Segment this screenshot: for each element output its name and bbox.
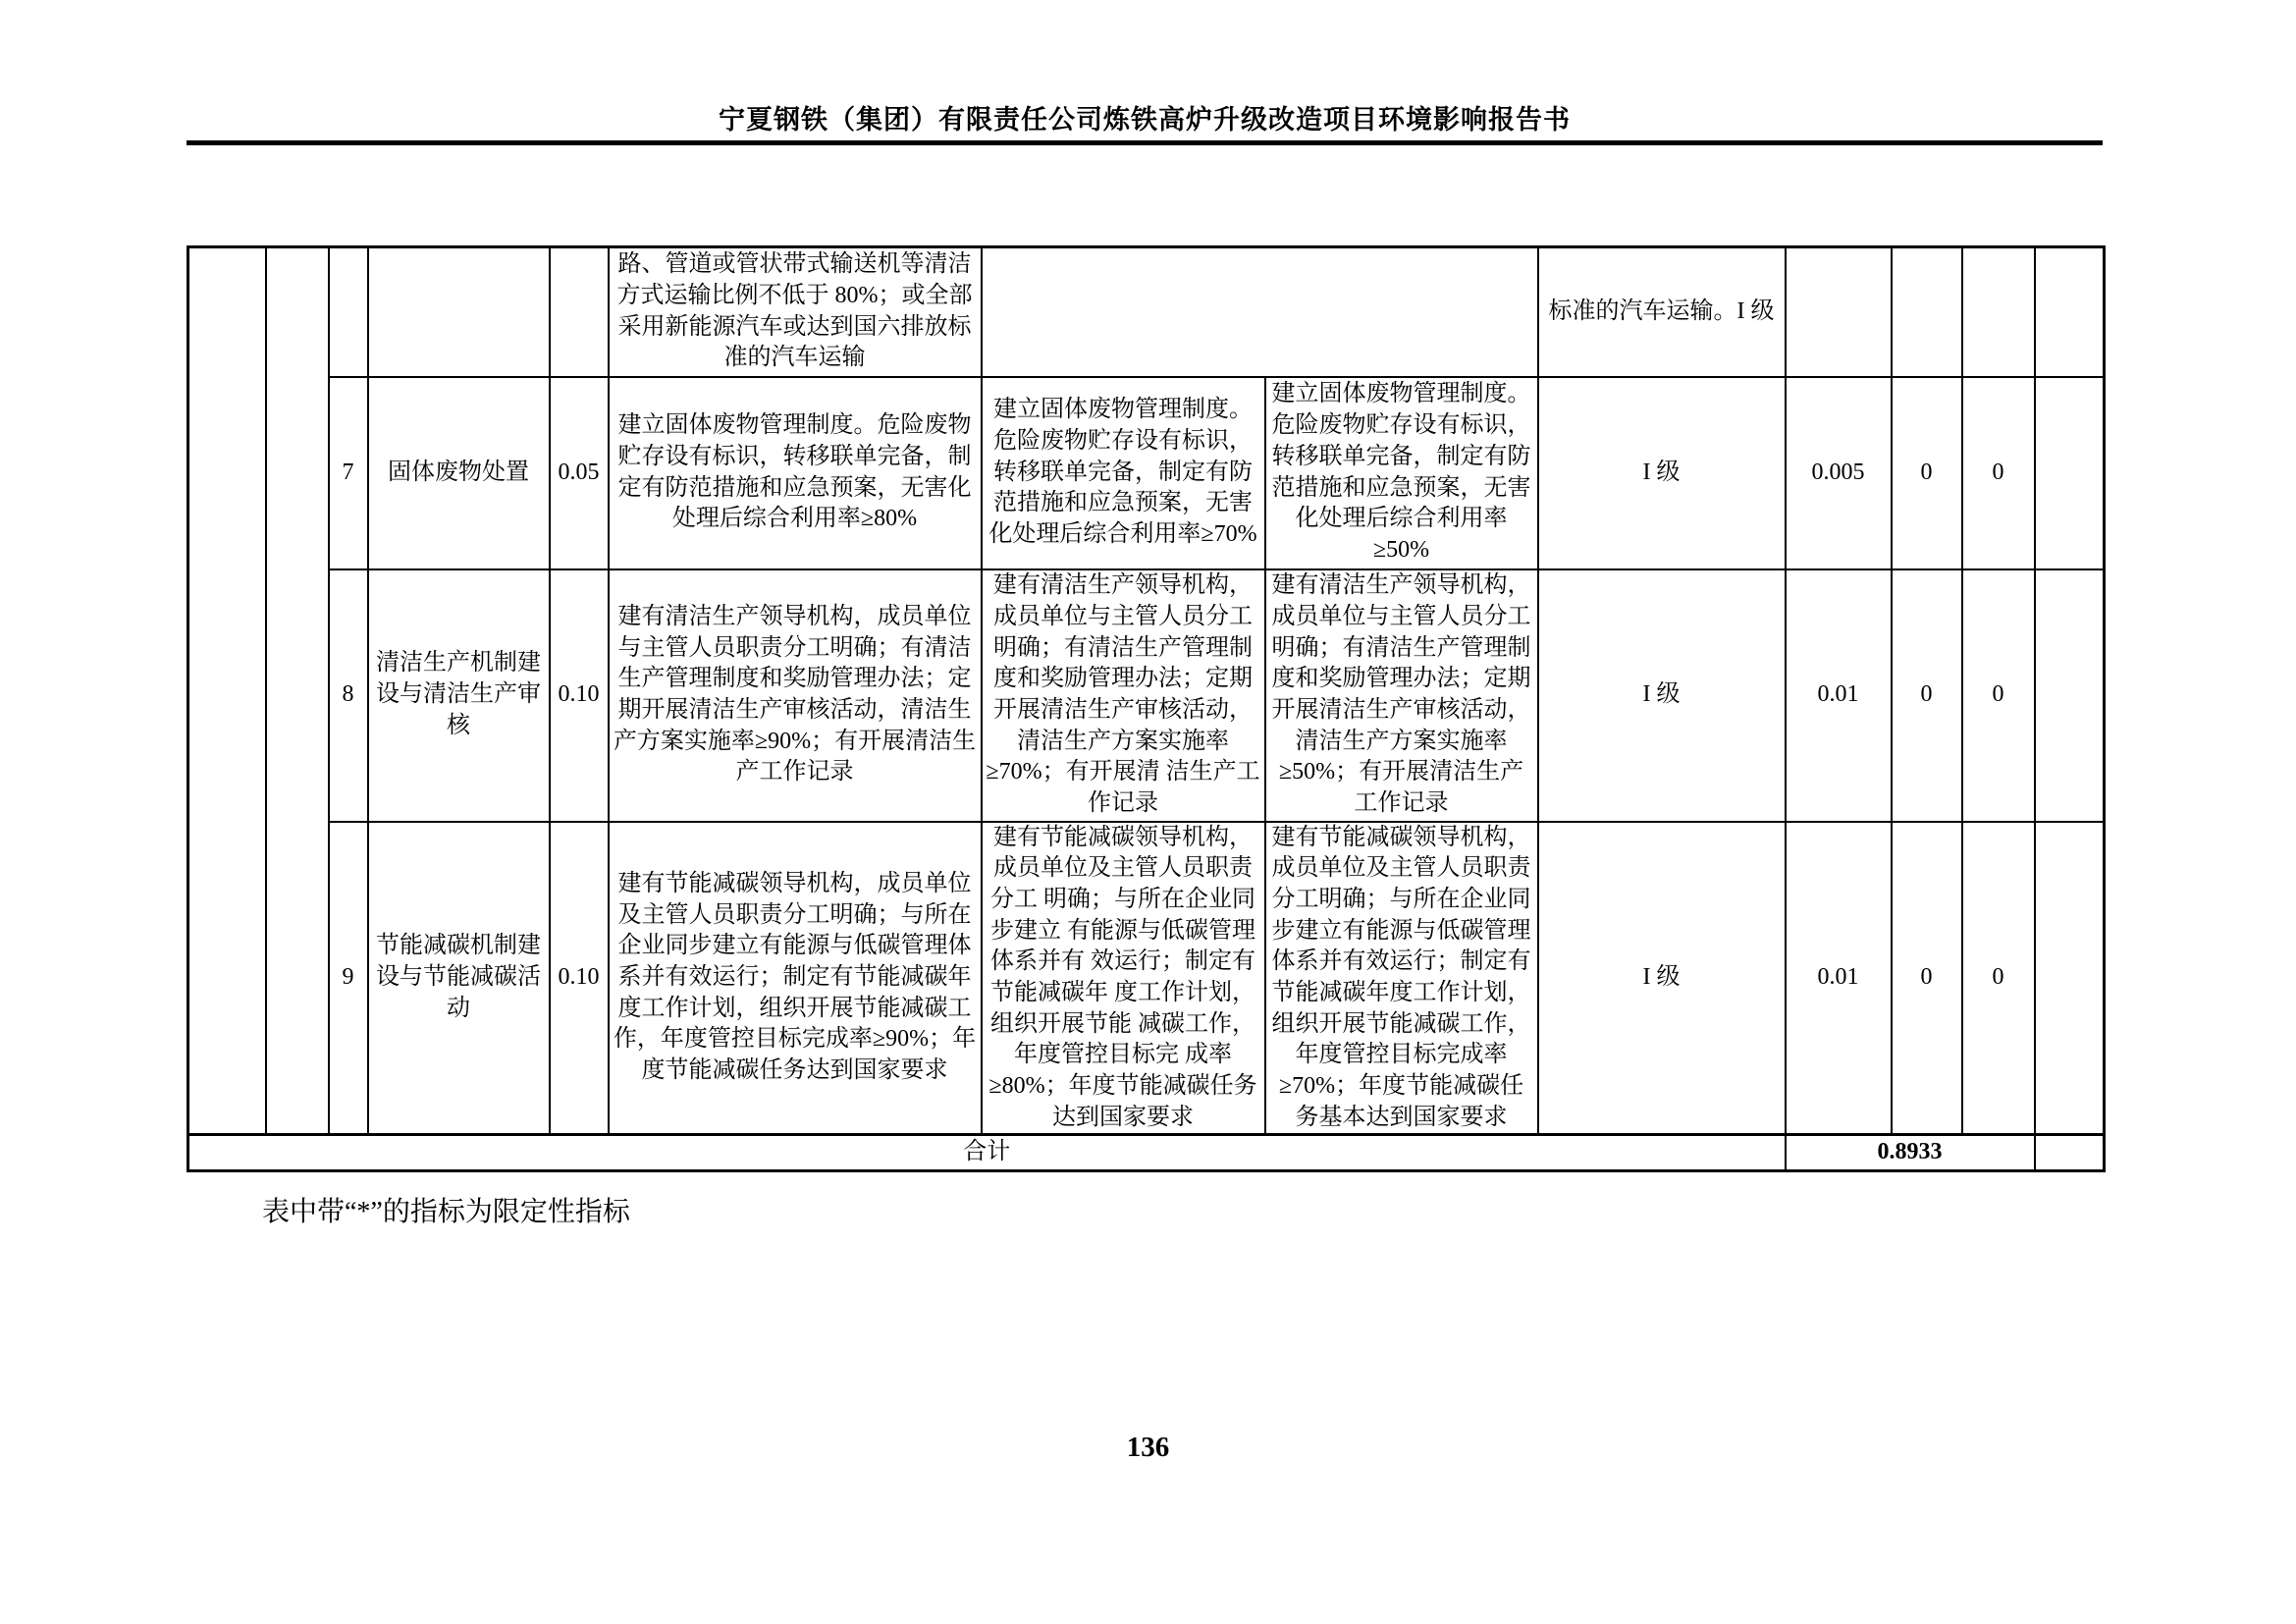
grade2-grade3-merged-cell [982,247,1538,377]
grade2-criteria-cell: 建立固体废物管理制度。危险废物贮存设有标识，转移联单完备，制定有防范措施和应急预案，无害化处理后综合利用率≥70% [982,377,1265,569]
zero-cell-1: 0 [1892,822,1962,1135]
score-cell: 0.01 [1786,569,1892,822]
spare-cell [2035,377,2105,569]
page-header-title: 宁夏钢铁（集团）有限责任公司炼铁高炉升级改造项目环境影响报告书 [719,105,1571,135]
weight-cell [550,247,609,377]
grade1-criteria-cell: 建有节能减碳领导机构，成员单位及主管人员职责分工明确；与所在企业同步建立有能源与低碳管理体系并有效运行；制定有节能减碳年度工作计划，组织开展节能减碳工作，年度管控目标完成率≥90%；年度节能减碳任务达到国家要求 [609,822,982,1135]
grade3-criteria-cell: 建有清洁生产领导机构，成员单位与主管人员分工明确；有清洁生产管理制度和奖励管理办法；定期开展清洁生产审核活动，清洁生产方案实施率≥50%；有开展清洁生产工作记录 [1265,569,1538,822]
table-row-total [188,1135,2105,1171]
header-rule [187,140,2103,145]
zero-cell-2: 0 [1962,822,2035,1135]
table-row-7 [188,377,2105,569]
weight-cell: 0.10 [550,822,609,1135]
grade1-criteria-cell: 路、管道或管状带式输送机等清洁方式运输比例不低于 80%；或全部采用新能源汽车或达到国六排放标准的汽车运输 [609,247,982,377]
zero-cell-2 [1962,247,2035,377]
table-footnote: 表中带“*”的指标为限定性指标 [262,1197,630,1227]
grade1-criteria-cell: 建立固体废物管理制度。危险废物贮存设有标识，转移联单完备，制定有防范措施和应急预案，无害化处理后综合利用率≥80% [609,377,982,569]
grade2-criteria-cell: 建有节能减碳领导机构，成员单位及主管人员职责分工 明确；与所在企业同步建立 有能源与低碳管理体系并有 效运行；制定有节能减碳年 度工作计划，组织开展节能 减碳工作，年度管控目标完 成率≥80%；年度节能减碳任务达到国家要求 [982,822,1265,1135]
score-cell: 0.005 [1786,377,1892,569]
total-value-cell: 0.8933 [1786,1135,2035,1171]
grade1-criteria-cell: 建有清洁生产领导机构，成员单位与主管人员职责分工明确；有清洁生产管理制度和奖励管理办法；定期开展清洁生产审核活动，清洁生产方案实施率≥90%；有开展清洁生产工作记录 [609,569,982,822]
indicator-name-cell: 固体废物处置 [368,377,550,569]
table-row-continuation [188,247,2105,377]
weight-cell: 0.05 [550,377,609,569]
enterprise-status-cell: I 级 [1538,569,1786,822]
zero-cell-2: 0 [1962,377,2035,569]
category-cell-b [266,247,329,1135]
zero-cell-1 [1892,247,1962,377]
spare-cell [2035,569,2105,822]
grade3-criteria-cell: 建有节能减碳领导机构，成员单位及主管人员职责分工明确；与所在企业同步建立有能源与低碳管理体系并有效运行；制定有节能减碳年度工作计划，组织开展节能减碳工作，年度管控目标完成率≥70%；年度节能减碳任务基本达到国家要求 [1265,822,1538,1135]
score-cell [1786,247,1892,377]
category-cell-a [188,247,266,1135]
spare-cell [2035,1135,2105,1171]
zero-cell-1: 0 [1892,569,1962,822]
seq-cell: 9 [329,822,368,1135]
enterprise-status-cell: I 级 [1538,822,1786,1135]
cleaner-production-assessment-table [187,245,2106,1172]
indicator-name-cell [368,247,550,377]
zero-cell-1: 0 [1892,377,1962,569]
seq-cell [329,247,368,377]
grade3-criteria-cell: 建立固体废物管理制度。危险废物贮存设有标识，转移联单完备，制定有防范措施和应急预案，无害化处理后综合利用率≥50% [1265,377,1538,569]
seq-cell: 7 [329,377,368,569]
enterprise-status-cell: I 级 [1538,377,1786,569]
indicator-name-cell: 清洁生产机制建设与清洁生产审核 [368,569,550,822]
seq-cell: 8 [329,569,368,822]
page-number: 136 [1126,1432,1170,1463]
weight-cell: 0.10 [550,569,609,822]
score-cell: 0.01 [1786,822,1892,1135]
enterprise-status-cell: 标准的汽车运输。I 级 [1538,247,1786,377]
table-row-8 [188,569,2105,822]
grade2-criteria-cell: 建有清洁生产领导机构，成员单位与主管人员分工明确；有清洁生产管理制度和奖励管理办法；定期开展清洁生产审核活动，清洁生产方案实施率≥70%；有开展清 洁生产工作记录 [982,569,1265,822]
table-row-9 [188,822,2105,1135]
indicator-name-cell: 节能减碳机制建设与节能减碳活动 [368,822,550,1135]
total-label-cell: 合计 [188,1135,1786,1171]
zero-cell-2: 0 [1962,569,2035,822]
spare-cell [2035,247,2105,377]
spare-cell [2035,822,2105,1135]
